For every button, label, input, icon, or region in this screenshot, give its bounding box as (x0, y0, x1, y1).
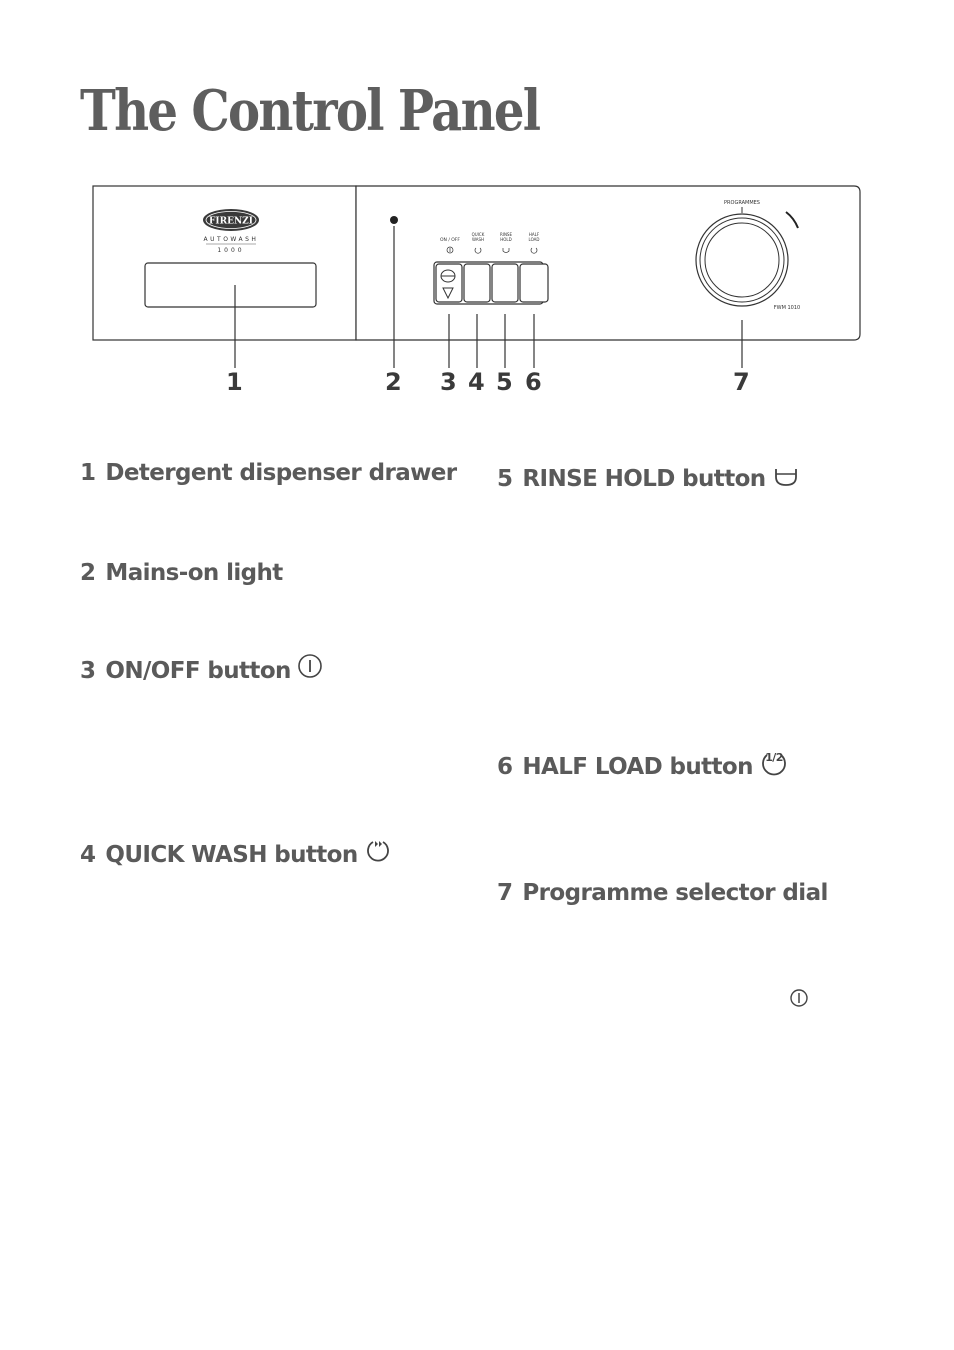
heading-rinse-hold-button: 5 RINSE HOLD button (497, 466, 800, 492)
detergent-drawer (145, 263, 316, 307)
callout-6: 6 (525, 368, 542, 396)
heading-programme-selector-dial: 7 Programme selector dial (497, 880, 828, 906)
label-rinse: RINSE (499, 232, 513, 237)
label-half: HALF (528, 232, 540, 237)
callout-4: 4 (468, 368, 485, 396)
page-title: The Control Panel (80, 78, 540, 144)
mains-on-light (390, 216, 398, 224)
power-icon (297, 653, 323, 679)
logo-text: FIRENZI (209, 216, 253, 227)
callout-7: 7 (733, 368, 750, 396)
half-load-button (520, 264, 548, 302)
label-quick: QUICK (471, 232, 485, 237)
heading-detergent-drawer: 1 Detergent dispenser drawer (80, 460, 457, 486)
programme-dial (696, 214, 788, 306)
label-load: LOAD (528, 237, 540, 242)
power-icon (789, 988, 809, 1008)
callout-2: 2 (385, 368, 402, 396)
svg-text:1/2: 1/2 (765, 751, 783, 764)
quick-wash-icon (364, 837, 392, 865)
callout-1: 1 (226, 368, 243, 396)
half-load-icon (759, 747, 789, 777)
quick-wash-button (464, 264, 490, 302)
callout-3: 3 (440, 368, 457, 396)
control-panel-diagram (0, 0, 954, 420)
model-number: 1000 (217, 247, 245, 254)
heading-on-off-button: 3 ON/OFF button (80, 658, 323, 684)
heading-half-load-button: 6 HALF LOAD button 1/2 (497, 754, 789, 780)
label-wash: WASH (471, 237, 485, 242)
model-line: AUTOWASH (203, 236, 259, 243)
heading-mains-on-light: 2 Mains-on light (80, 560, 283, 586)
rinse-hold-icon (772, 465, 800, 489)
callout-5: 5 (496, 368, 513, 396)
rinse-hold-button (492, 264, 518, 302)
brand-logo (203, 209, 259, 231)
heading-quick-wash-button: 4 QUICK WASH button (80, 842, 392, 868)
label-programmes: PROGRAMMES (724, 200, 760, 206)
label-hold: HOLD (500, 237, 512, 242)
label-on-off: ON / OFF (439, 238, 461, 243)
label-model-code: FWM 1010 (773, 305, 801, 311)
